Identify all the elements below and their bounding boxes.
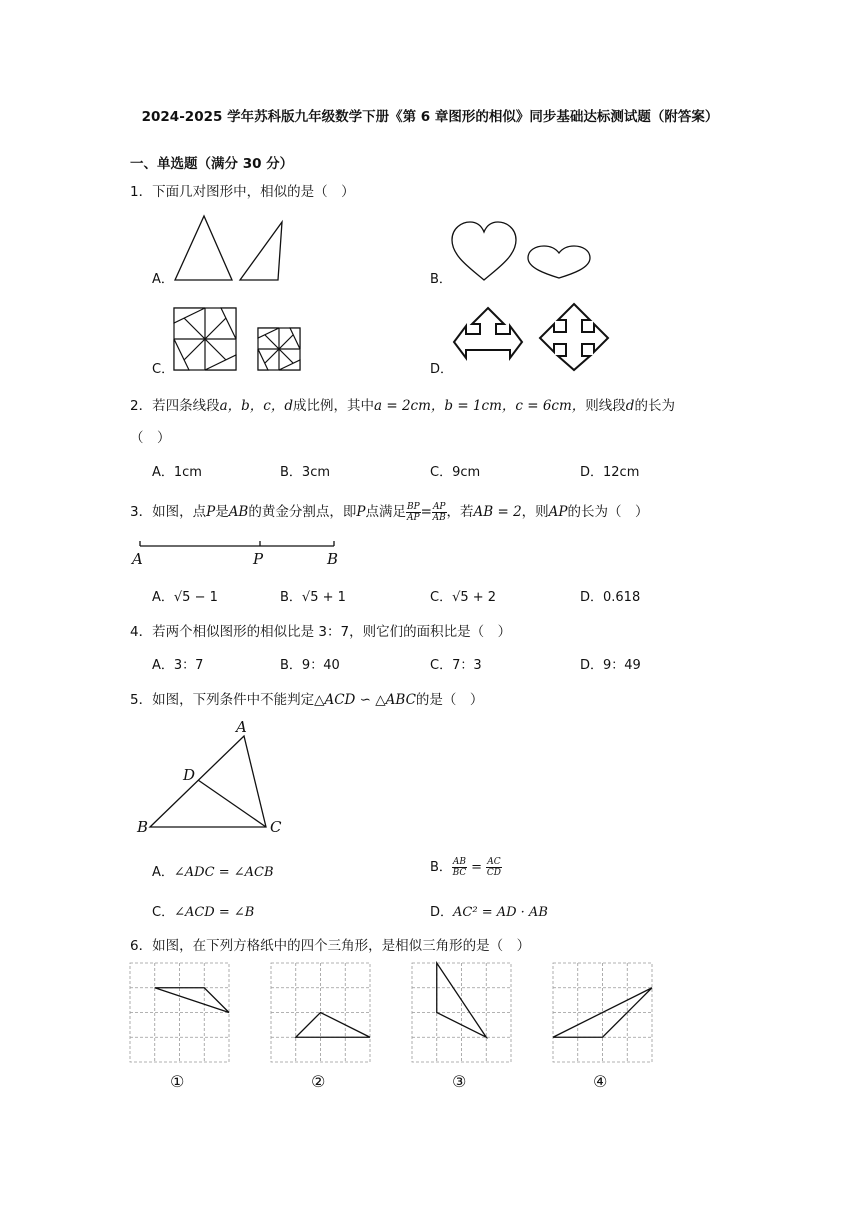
question-3 bbox=[130, 500, 649, 523]
vertex-label-c: C bbox=[270, 818, 282, 836]
question-text: 如图，点 bbox=[152, 504, 207, 520]
option-text: ∠ACD = ∠B bbox=[174, 905, 255, 920]
question-text: 点满足 bbox=[365, 504, 406, 520]
fraction-denominator: AB bbox=[432, 512, 446, 523]
option-d bbox=[430, 901, 548, 920]
question-text: 的黄金分割点，即 bbox=[248, 504, 357, 520]
hearts-figure bbox=[450, 222, 600, 284]
question-text: 的长为 bbox=[634, 398, 675, 414]
question-text: 若两个相似图形的相似比是 3：7，则它们的面积比是（ ） bbox=[152, 624, 512, 640]
grid-triangles-figure bbox=[130, 963, 660, 1065]
option-d: D．0.618 bbox=[580, 590, 641, 605]
option-b: B．√5 + 1 bbox=[280, 590, 346, 605]
point-label-p: P bbox=[253, 550, 264, 568]
option-c-label: C． bbox=[152, 362, 175, 377]
option-label: B． bbox=[430, 860, 452, 875]
math-variable: AB bbox=[228, 504, 249, 520]
fraction bbox=[452, 857, 467, 878]
option-b: B．9：40 bbox=[280, 658, 340, 673]
option-c: C．7：3 bbox=[430, 658, 482, 673]
option-b: B．3cm bbox=[280, 465, 331, 480]
option-text: AC² = AD · AB bbox=[453, 905, 548, 920]
question-number: 3． bbox=[130, 504, 153, 520]
answer-paren: （ ） bbox=[130, 430, 171, 446]
math-relation: △ACD ∽ △ABC bbox=[314, 692, 416, 708]
option-d-label: D． bbox=[430, 362, 454, 377]
math-variables: a，b，c，d bbox=[219, 398, 293, 414]
fraction bbox=[486, 857, 501, 878]
figure-label-1: ① bbox=[170, 1072, 185, 1091]
option-label: D． bbox=[430, 905, 454, 920]
math-variable: AP bbox=[548, 504, 568, 520]
fraction bbox=[432, 502, 447, 523]
question-text: 的是（ ） bbox=[415, 692, 484, 708]
fraction-denominator: BC bbox=[452, 868, 467, 878]
option-d: D．9：49 bbox=[580, 658, 641, 673]
question-text: 成比例，其中 bbox=[293, 398, 374, 414]
option-b: B． $\frac{AB}{BC}$ = $\frac{AC}{CD}$ bbox=[430, 857, 501, 878]
pinwheels-figure bbox=[172, 306, 312, 372]
option-c: C．9cm bbox=[430, 465, 481, 480]
vertex-label-d: D bbox=[183, 766, 196, 784]
option-a bbox=[152, 861, 274, 880]
question-text: 若四条线段 bbox=[152, 398, 220, 414]
option-d: D．12cm bbox=[580, 465, 640, 480]
question-text: 如图，在下列方格纸中的四个三角形，是相似三角形的是（ ） bbox=[152, 938, 531, 954]
question-1 bbox=[130, 180, 355, 200]
point-label-a: A bbox=[132, 550, 143, 568]
question-text: 的长为（ ） bbox=[567, 504, 649, 520]
question-number: 2． bbox=[130, 398, 153, 414]
option-label: C． bbox=[152, 905, 175, 920]
question-text: 则线段 bbox=[585, 398, 626, 414]
option-a: A．1cm bbox=[152, 465, 202, 480]
fraction-numerator: AP bbox=[432, 501, 446, 512]
arrows-figure bbox=[452, 302, 612, 372]
option-c: C．√5 + 2 bbox=[430, 590, 497, 605]
section-heading: 一、单选题（满分 30 分） bbox=[130, 156, 294, 172]
triangle-abc-figure bbox=[146, 732, 276, 832]
question-2 bbox=[130, 394, 675, 414]
option-c bbox=[152, 901, 254, 920]
question-text: 下面几对图形中，相似的是（ ） bbox=[152, 184, 355, 200]
question-5 bbox=[130, 688, 483, 708]
question-text: 如图，下列条件中不能判定 bbox=[152, 692, 315, 708]
question-number: 5． bbox=[130, 692, 153, 708]
fraction-denominator: CD bbox=[486, 868, 501, 878]
document-title: 2024-2025 学年苏科版九年级数学下册《第 6 章图形的相似》同步基础达标测试题（附答案） bbox=[141, 109, 719, 125]
question-6 bbox=[130, 934, 530, 954]
option-b-label: B． bbox=[430, 272, 452, 287]
question-text: ，则 bbox=[521, 504, 549, 520]
grid-1 bbox=[130, 963, 229, 1062]
grid-3 bbox=[412, 963, 511, 1062]
option-a: A．3：7 bbox=[152, 658, 204, 673]
option-text: ∠ADC = ∠ACB bbox=[173, 865, 274, 880]
triangles-figure bbox=[170, 212, 290, 284]
segment-figure bbox=[136, 540, 346, 572]
question-4 bbox=[130, 620, 511, 640]
grid-4 bbox=[553, 963, 652, 1062]
option-label: A． bbox=[152, 865, 174, 880]
option-a: A．√5 − 1 bbox=[152, 590, 218, 605]
figure-label-4: ④ bbox=[593, 1072, 608, 1091]
figure-label-3: ③ bbox=[452, 1072, 467, 1091]
question-number: 6． bbox=[130, 938, 153, 954]
question-number: 4． bbox=[130, 624, 153, 640]
question-text: ，若 bbox=[446, 504, 474, 520]
equals-sign: = bbox=[420, 504, 432, 520]
math-variable: d bbox=[625, 398, 635, 414]
vertex-label-a: A bbox=[236, 718, 247, 736]
math-condition: a = 2cm，b = 1cm，c = 6cm， bbox=[374, 398, 586, 414]
vertex-label-b: B bbox=[137, 818, 149, 836]
fraction-numerator: BP bbox=[406, 501, 420, 512]
option-a-label: A． bbox=[152, 272, 174, 287]
question-text: 是 bbox=[215, 504, 229, 520]
fraction-numerator: AC bbox=[487, 857, 501, 867]
math-condition: AB = 2 bbox=[473, 504, 522, 520]
math-variable: P bbox=[206, 504, 216, 520]
fraction bbox=[406, 502, 421, 523]
grid-2 bbox=[271, 963, 370, 1062]
fraction-denominator: AP bbox=[407, 512, 420, 523]
question-number: 1． bbox=[130, 184, 153, 200]
point-label-b: B bbox=[327, 550, 339, 568]
fraction-numerator: AB bbox=[452, 857, 467, 867]
figure-label-2: ② bbox=[311, 1072, 326, 1091]
math-variable: P bbox=[356, 504, 366, 520]
